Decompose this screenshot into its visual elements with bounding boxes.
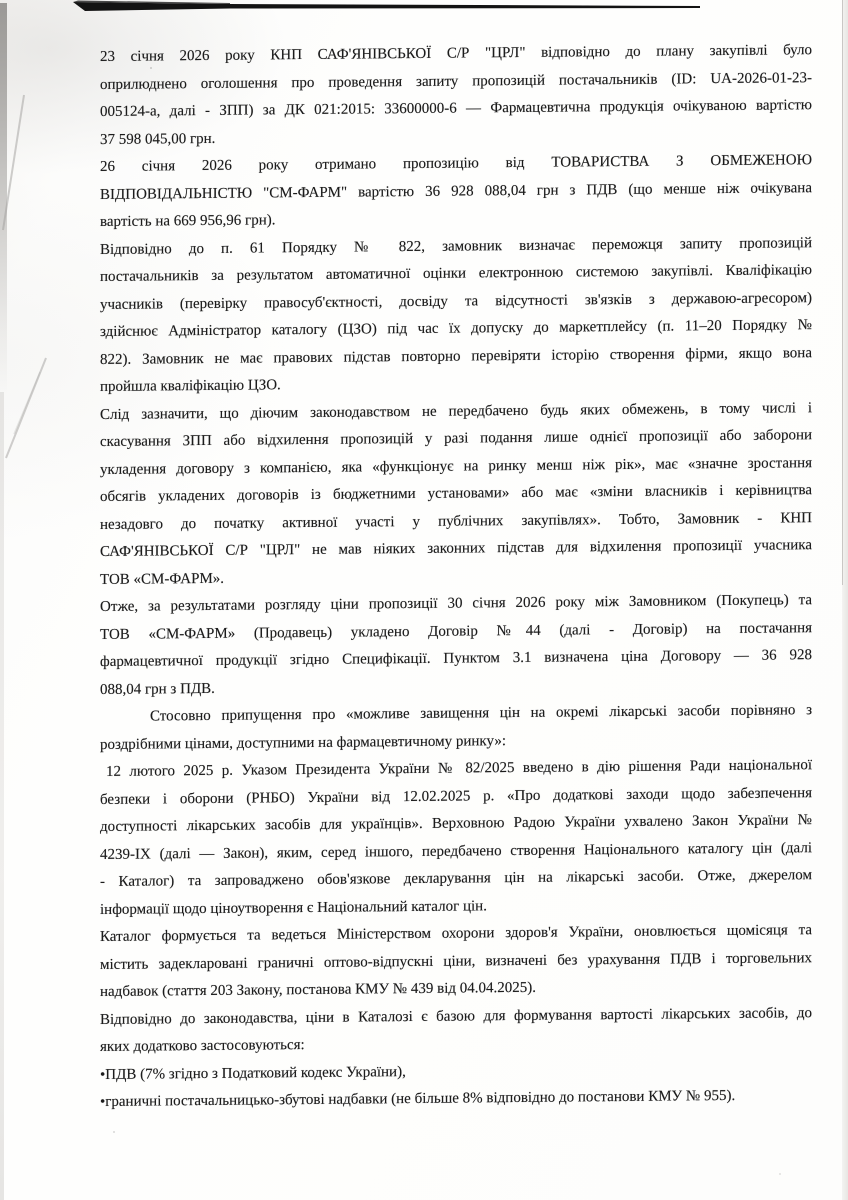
text-line: Слід зазначити, що діючим законодавством не передбачено будь яких обмежень, в тому числі і bbox=[100, 399, 812, 423]
text-line: вартість на 669 956,96 грн). bbox=[100, 212, 276, 230]
text-line: 26 січня 2026 року отримано пропозицію від ТОВАРИСТВА З ОБМЕЖЕНОЮ bbox=[100, 152, 812, 175]
text-line: 37 598 045,00 грн. bbox=[100, 130, 216, 148]
text-line: укладення договору з компанією, яка «функціонує на ринку менш ніж рік», має «значне зростання bbox=[100, 454, 812, 478]
text-line: містить задекларовані граничні оптово-відпускні ціни, визначені без урахування ПДВ і торговельних bbox=[100, 949, 812, 973]
text-line: незадовго до початку активної участі у публічних закупівлях». Тобто, Замовник - КНП bbox=[100, 509, 812, 533]
text-line: роздрібними цінами, доступними на фармацевтичному ринку»: bbox=[100, 732, 506, 753]
text-line: скасування ЗПП або відхилення пропозицій у разі подання лише однієї пропозиції або заборони bbox=[100, 427, 812, 450]
text-line: 005124-a, далі - ЗПП) за ДК 021:2015: 33600000-6 — Фармацевтична продукція очікуваною вартістю bbox=[100, 97, 812, 120]
scan-artifact-scratches bbox=[0, 0, 60, 480]
text-block bbox=[100, 37, 812, 1116]
text-line: ТОВ «СМ-ФАРМ» (Продавець) укладено Договір №44 (далі - Договір) на постачання bbox=[100, 619, 812, 643]
scan-artifact-left-edge-lower bbox=[0, 392, 4, 1200]
text-line: інформації щодо ціноутворення є Національний каталог цін. bbox=[100, 897, 487, 918]
text-line: постачальників за результатом автоматичної оцінки електронною системою закупівлі. Кваліфікацію bbox=[100, 262, 812, 285]
text-line: Отже, за результатами розгляду ціни пропозиції 30 січня 2026 року між Замовником (Покупець) та bbox=[100, 592, 812, 615]
text-line: •граничні постачальницько-збутові надбавки (не більше 8% відповідно до постанови КМУ № 955). bbox=[100, 1087, 736, 1110]
text-line: оприлюднено оголошення про проведення запиту пропозицій постачальників (ID: UA-2026-01-23- bbox=[100, 69, 812, 93]
text-line: обсягів укладених договорів із бюджетними установами» або має «зміни власників і керівництва bbox=[100, 482, 812, 505]
text-line: пройшла кваліфікацію ЦЗО. bbox=[100, 377, 281, 395]
text-line: 12 лютого 2025 р. Указом Президента України № 82/2025 введено в дію рішення Ради національної bbox=[106, 757, 812, 780]
scan-artifact-right-line bbox=[842, 0, 843, 585]
text-line: Стосовно припущення про «можливе завищення цін на окремі лікарські засоби порівняно з bbox=[150, 702, 812, 725]
scan-artifact-right-edge bbox=[842, 0, 848, 1200]
scan-artifact-top-edge bbox=[0, 0, 848, 16]
text-line: надбавок (стаття 203 Закону, постанова КМУ № 439 від 04.04.2025). bbox=[100, 979, 536, 1000]
text-line: безпеки і оборони (РНБО) України від 12.02.2025 р. «Про додаткові заходи щодо забезпечення bbox=[100, 784, 812, 808]
text-line: 088,04 грн з ПДВ. bbox=[100, 680, 215, 698]
text-line: Відповідно до п. 61 Порядку № 822, замовник визначає переможця запиту пропозицій bbox=[100, 234, 812, 258]
text-line: 23 січня 2026 року КНП САФ'ЯНІВСЬКОЇ С/Р "ЦРЛ" відповідно до плану закупівлі було bbox=[100, 42, 812, 65]
text-line: САФ'ЯНІВСЬКОЇ С/Р "ЦРЛ" не мав ніяких законних підстав для відхилення пропозиції учасника bbox=[100, 537, 812, 560]
text-line: - Каталог) та запроваджено обов'язкове декларування цін на лікарські засоби. Отже, джерелом bbox=[100, 867, 812, 890]
text-line: 4239-IX (далі — Закон), яким, серед іншого, передбачено створення Національного каталогу цін (далі bbox=[100, 839, 812, 863]
text-line: 822). Замовник не має правових підстав повторно перевіряти історію створення фірми, якщо вона bbox=[100, 344, 812, 368]
text-line: Відповідно до законодавства, ціни в Каталозі є базою для формування вартості лікарських засобів, до bbox=[100, 1004, 812, 1028]
scan-artifact-left-edge bbox=[0, 3, 7, 395]
text-line: ТОВ «СМ-ФАРМ». bbox=[100, 570, 225, 588]
text-line: фармацевтичної продукції згідно Специфікації. Пунктом 3.1 визначена ціна Договору — 36 928 bbox=[100, 647, 812, 670]
text-line: доступності лікарських засобів для українців». Верховною Радою України ухвалено Закон України № bbox=[100, 812, 812, 835]
text-line: учасників (перевірку правосуб'єктності, досвіду та відсутності зв'язків з державою-агресором) bbox=[100, 289, 812, 313]
text-line: •ПДВ (7% згідно з Податковий кодекс України), bbox=[100, 1063, 406, 1083]
text-line: яких додатково застосовуються: bbox=[100, 1037, 305, 1055]
text-line: ВІДПОВІДАЛЬНІСТЮ "СМ-ФАРМ" вартістю 36 928 088,04 грн з ПДВ (що менше ніж очікувана bbox=[100, 179, 812, 203]
text-line: здійснює Адміністратор каталогу (ЦЗО) під час їх допуску до маркетплейсу (п. 11–20 Порядку № bbox=[100, 317, 812, 340]
text-line: Каталог формується та ведеться Міністерством охорони здоров'я України, оновлюється щомісяця та bbox=[100, 922, 812, 945]
